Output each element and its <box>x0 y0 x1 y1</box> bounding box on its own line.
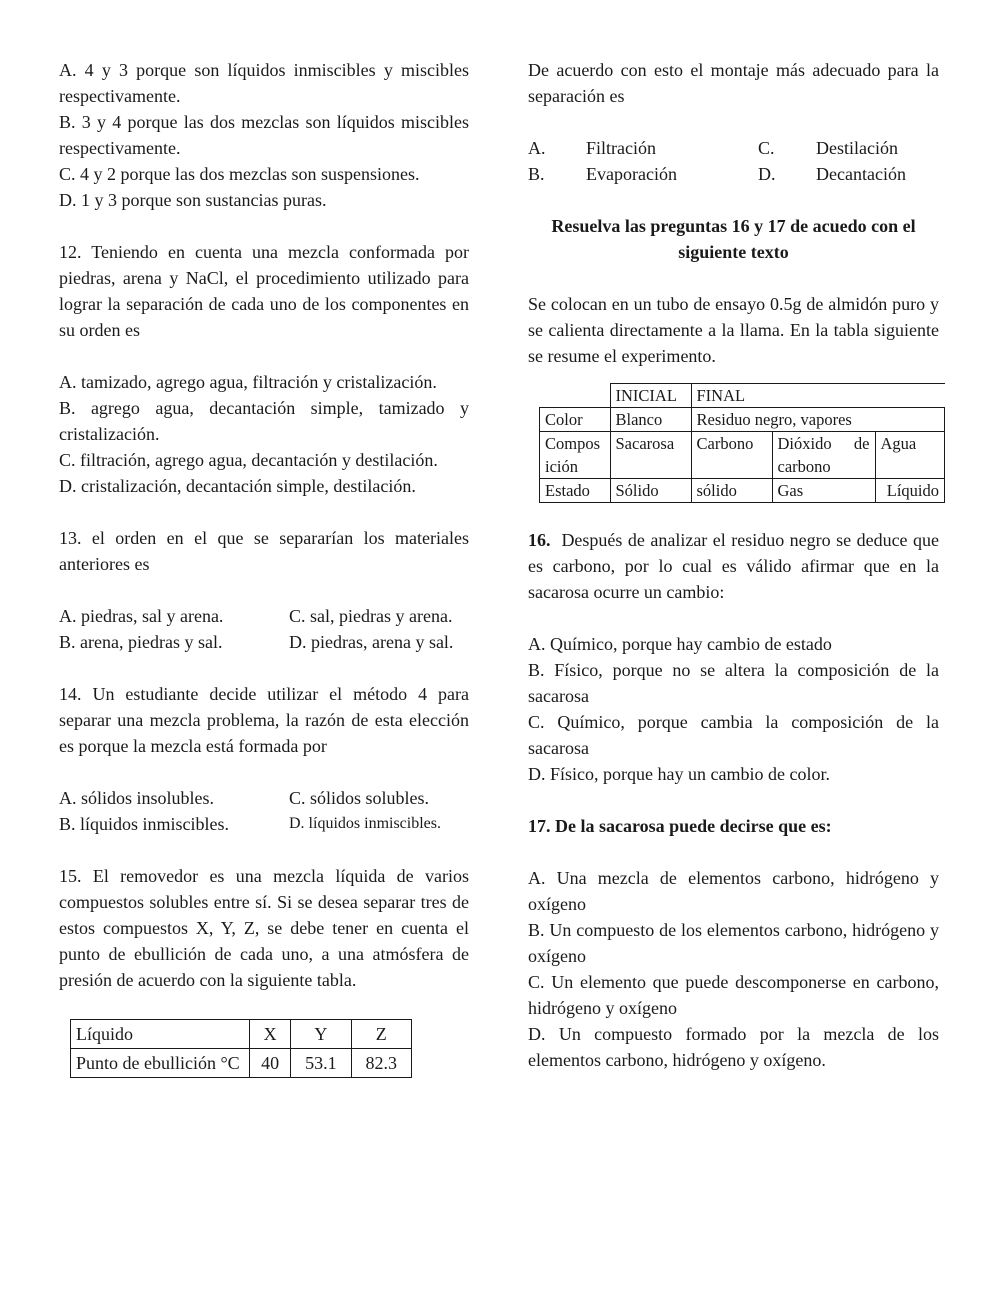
table-cell-color-final: Residuo negro, vapores <box>691 408 945 432</box>
q16-number: 16. <box>528 530 551 550</box>
q15-option-a-text: Filtración <box>586 138 656 158</box>
q16-option-c: C. Químico, porque cambia la composición de la sacarosa <box>528 712 939 758</box>
q13-options-row-1 <box>59 603 469 629</box>
q15-options-row-2 <box>528 161 939 187</box>
q15-option-c-letter: C. <box>758 138 775 158</box>
table-header-liquid: Líquido <box>71 1020 250 1049</box>
section-heading-line-1: Resuelva las preguntas 16 y 17 de acuedo con el <box>551 216 916 236</box>
right-column <box>528 57 939 1073</box>
table-cell-estado-solido: sólido <box>691 479 772 503</box>
q15-option-c-text: Destilación <box>816 138 898 158</box>
table-cell-estado-liquido: Líquido <box>875 479 945 503</box>
q16-text <box>528 527 939 605</box>
q17-option-d: D. Un compuesto formado por la mezcla de los elementos carbono, hidrógeno y oxígeno. <box>528 1024 939 1070</box>
q16-option-d: D. Físico, porque hay un cambio de color. <box>528 764 830 784</box>
table-label-estado: Estado <box>540 479 611 503</box>
table-cell-estado-gas: Gas <box>772 479 875 503</box>
q11-option-b: B. 3 y 4 porque las dos mezclas son líquidos miscibles respectivamente. <box>59 112 469 158</box>
q11-option-d: D. 1 y 3 porque son sustancias puras. <box>59 190 327 210</box>
q12-option-a: A. tamizado, agrego agua, filtración y cristalización. <box>59 372 437 392</box>
q15-continuation: De acuerdo con esto el montaje más adecuado para la separación es <box>528 60 939 106</box>
table-header-x: X <box>250 1020 291 1049</box>
table-cell-comp-carbono: Carbono <box>691 432 772 479</box>
q14-options-row-1 <box>59 785 469 811</box>
table-cell-comp-inicial: Sacarosa <box>610 432 691 479</box>
q12-text: 12. Teniendo en cuenta una mezcla conformada por piedras, arena y NaCl, el procedimiento utilizado para lograr la separación de cada uno de los componentes en su orden es <box>59 242 469 340</box>
q14-option-c: C. sólidos solubles. <box>289 788 430 808</box>
table-cell-estado-inicial: Sólido <box>610 479 691 503</box>
table-header-y: Y <box>291 1020 351 1049</box>
table-row <box>540 384 945 408</box>
q16-body: Después de analizar el residuo negro se deduce que es carbono, por lo cual es válido afirmar que en la sacarosa ocurre un cambio: <box>528 530 940 602</box>
q15-option-d-letter: D. <box>758 164 776 184</box>
table-empty-cell <box>540 384 611 408</box>
q15-option-b-letter: B. <box>528 164 545 184</box>
q16-option-a: A. Químico, porque hay cambio de estado <box>528 634 832 654</box>
q15-option-b-text: Evaporación <box>586 164 677 184</box>
q15-option-d-text: Decantación <box>816 164 906 184</box>
table-cell-z: 82.3 <box>351 1049 411 1078</box>
boiling-point-table <box>70 1019 412 1078</box>
table-row <box>540 479 945 503</box>
q15-text: 15. El removedor es una mezcla líquida de varios compuestos solubles entre sí. Si se desea separar tres de estos compuestos X, Y, Z, se debe tener en cuenta el punto de ebullición de cada uno, a una atmósfera de presión de acuerdo con la siguiente tabla. <box>59 866 469 990</box>
left-column <box>59 57 469 1078</box>
q15-options-row-1 <box>528 135 939 161</box>
table-cell-comp-dioxido: Dióxido de carbono <box>772 432 875 479</box>
q17-heading: 17. De la sacarosa puede decirse que es: <box>528 816 832 836</box>
q11-option-a: A. 4 y 3 porque son líquidos inmiscibles y miscibles respectivamente. <box>59 60 469 106</box>
q17-option-c: C. Un elemento que puede descomponerse en carbono, hidrógeno y oxígeno <box>528 972 939 1018</box>
q13-text: 13. el orden en el que se separarían los materiales anteriores es <box>59 528 469 574</box>
q13-option-d: D. piedras, arena y sal. <box>289 632 454 652</box>
table-label-color: Color <box>540 408 611 432</box>
q13-option-a: A. piedras, sal y arena. <box>59 606 224 626</box>
table-label-composicion: Composición <box>540 432 611 479</box>
table-row <box>540 432 945 479</box>
q14-option-b: B. líquidos inmiscibles. <box>59 814 230 834</box>
table-cell-y: 53.1 <box>291 1049 351 1078</box>
q14-options-row-2 <box>59 811 469 837</box>
q17-option-b: B. Un compuesto de los elementos carbono, hidrógeno y oxígeno <box>528 920 939 966</box>
table-row <box>71 1049 412 1078</box>
q12-option-c: C. filtración, agrego agua, decantación y destilación. <box>59 450 438 470</box>
q12-option-d: D. cristalización, decantación simple, destilación. <box>59 476 416 496</box>
experiment-table <box>539 383 945 503</box>
table-cell-comp-agua: Agua <box>875 432 945 479</box>
q15-option-a-letter: A. <box>528 138 546 158</box>
q12-option-b: B. agrego agua, decantación simple, tamizado y cristalización. <box>59 398 469 444</box>
experiment-intro: Se colocan en un tubo de ensayo 0.5g de almidón puro y se calienta directamente a la llama. En la tabla siguiente se resume el experimento. <box>528 294 939 366</box>
section-heading-line-2: siguiente texto <box>678 242 789 262</box>
q13-option-c: C. sal, piedras y arena. <box>289 606 453 626</box>
table-header-inicial: INICIAL <box>610 384 691 408</box>
q11-option-c: C. 4 y 2 porque las dos mezclas son suspensiones. <box>59 164 420 184</box>
table-row <box>540 408 945 432</box>
q14-option-a: A. sólidos insolubles. <box>59 788 215 808</box>
table-header-final: FINAL <box>691 384 945 408</box>
table-header-z: Z <box>351 1020 411 1049</box>
table-cell-x: 40 <box>250 1049 291 1078</box>
q14-option-d: D. líquidos inmiscibles. <box>289 815 441 832</box>
q13-option-b: B. arena, piedras y sal. <box>59 632 223 652</box>
q13-options-row-2 <box>59 629 469 655</box>
q16-option-b: B. Físico, porque no se altera la composición de la sacarosa <box>528 660 939 706</box>
table-row <box>71 1020 412 1049</box>
table-cell-color-inicial: Blanco <box>610 408 691 432</box>
q14-text: 14. Un estudiante decide utilizar el método 4 para separar una mezcla problema, la razón de esta elección es porque la mezcla está formada por <box>59 684 469 756</box>
q17-option-a: A. Una mezcla de elementos carbono, hidrógeno y oxígeno <box>528 868 939 914</box>
table-row-label: Punto de ebullición °C <box>71 1049 250 1078</box>
